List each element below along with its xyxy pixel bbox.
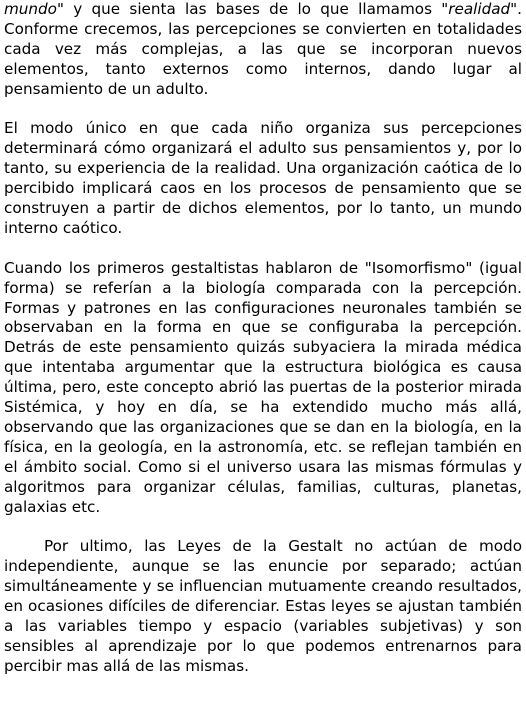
- paragraph-1: [4, 0, 522, 100]
- paragraph-2: El modo único en que cada niño organiza sus percepciones determinará cómo organizará el adulto sus pensamientos y, por lo tanto, su experiencia de la realidad. Una organización caótica de lo percibido implicará caos en los procesos de pensamiento que se construyen a partir de dichos elementos, por lo tanto, un mundo interno caótico.: [4, 119, 522, 237]
- paragraph-1-text-b: ". Conforme crecemos, las percepciones se convierten en totalidades cada vez más complejas, a las que se incorporan nuevos elementos, tanto externos como internos, dando lugar al pensamiento de un adulto.: [4, 0, 522, 98]
- paragraph-1-text-a: " y que sienta las bases de lo que llamamos ": [56, 0, 449, 18]
- paragraph-3: Cuando los primeros gestaltistas hablaron de "Isomorfismo" (igual forma) se referían a la biología comparada con la percepción. Formas y patrones en las configuraciones neuronales también se observaban en la forma en que se configuraba la percepción. Detrás de este pensamiento quizás subyaciera la mirada médica que intentaba argumentar que la estructura biológica es causa última, pero, este concepto abrió las puertas de la posterior mirada Sistémica, y hoy en día, se ha extendido mucho más allá, observando que las organizaciones que se dan en la biología, en la física, en la geología, en la astronomía, etc. se reflejan también en el ámbito social. Como si el universo usara las mismas fórmulas y algoritmos para organizar células, familias, culturas, planetas, galaxias etc.: [4, 258, 522, 516]
- document-page: [4, 0, 522, 677]
- paragraph-4: Por ultimo, las Leyes de la Gestalt no actúan de modo independiente, aunque se las enuncie por separado; actúan simultáneamente y se influencian mutuamente creando resultados, en ocasiones difíciles de diferenciar. Estas leyes se ajustan también a las variables tiempo y espacio (variables subjetivas) y son sensibles al aprendizaje por lo que podemos entrenarnos para percibir mas allá de las mismas.: [4, 537, 522, 675]
- italic-word-mundo: mundo: [4, 0, 57, 18]
- italic-word-realidad: realidad: [448, 0, 511, 18]
